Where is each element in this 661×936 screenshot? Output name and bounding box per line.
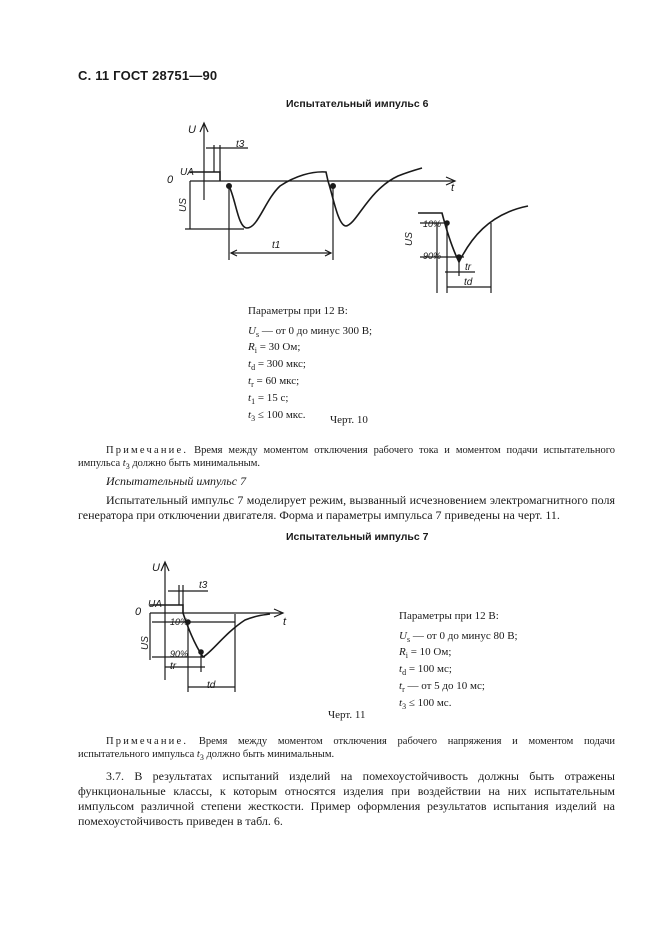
f11-param: $t_r$ — от 5 до 10 мс;: [399, 679, 485, 695]
f11-label-t3: t3: [199, 580, 208, 591]
section-paragraph: Испытательный импульс 7 моделирует режим, вызванный исчезновением электромагнитного поля генератора при отключении двигателя. Форма и параметры импульса 7 приведены на черт. 11.: [78, 493, 615, 522]
f10-label-us: US: [178, 198, 189, 212]
figure-10-caption: Черт. 10: [330, 414, 368, 426]
f10-params-title: Параметры при 12 В:: [248, 305, 348, 317]
f11-label-90pct: 90%: [170, 649, 189, 659]
f10-param: $R_i = 30$ Ом;: [248, 341, 301, 356]
f10-param: $t_3 \le 100$ мкс.: [248, 408, 306, 423]
f10-label-zero: 0: [167, 174, 174, 186]
f10-label-t1: t1: [272, 240, 281, 251]
f10-label-ua: UA: [180, 167, 194, 178]
figure-11-title: Испытательный импульс 7: [286, 531, 429, 543]
f11-param: $t_d = 100$ мс;: [399, 663, 452, 678]
f11-label-ua: UA: [148, 599, 162, 610]
f10-label-90pct: 90%: [423, 251, 442, 261]
f11-param: $U_s$ — от 0 до минус 80 В;: [399, 629, 518, 644]
clause-3-7: 3.7. В результатах испытаний изделий на помехоустойчивость должны быть отражены функциональные классы, к которым относятся изделия при воздействии на них испытательным импульсом различной степени жесткости. Пример оформления результатов испытания изделий на помехоустойчивость приведен в табл. 6.: [78, 769, 615, 828]
f11-label-td: td: [207, 680, 216, 691]
figure-10-note: Примечание. Время между моментом отключения рабочего тока и моментом подачи испытательного импульса $t_3$ должно быть минимальным.: [78, 445, 615, 472]
figure-11-parameters: [399, 610, 518, 714]
figure-10-title: Испытательный импульс 6: [286, 98, 429, 110]
f10-label-t: t: [451, 182, 455, 194]
f10-label-t3: t3: [236, 139, 245, 150]
f10-label-us-detail: US: [404, 232, 415, 246]
f11-param: $t_3 \le 100$ мс.: [399, 696, 452, 711]
f11-label-us: US: [140, 636, 151, 650]
f11-label-tr: tr: [170, 661, 177, 672]
f11-label-zero: 0: [135, 606, 142, 618]
figure-11-note: Примечание. Время между моментом отключения рабочего напряжения и моментом подачи испытательного импульса $t_3$ должно быть минимальным.: [78, 736, 615, 763]
f11-label-u: U: [152, 562, 160, 574]
f10-param: $t_1 = 15$ с;: [248, 391, 289, 406]
f10-param: $t_d = 300$ мкс;: [248, 358, 306, 373]
f10-label-10pct: 10%: [423, 219, 442, 229]
figure-11-caption: Черт. 11: [328, 709, 366, 721]
f10-label-td: td: [464, 277, 473, 288]
f10-label-tr: tr: [465, 262, 472, 273]
f11-label-t: t: [283, 616, 287, 628]
section-heading: Испытательный импульс 7: [106, 474, 247, 488]
f10-param: $t_r = 60$ мкс;: [248, 374, 300, 390]
f10-label-u: U: [188, 124, 196, 136]
page-header: С. 11 ГОСТ 28751—90: [78, 68, 218, 83]
f11-param: $R_i = 10$ Ом;: [399, 646, 452, 661]
f11-label-10pct: 10%: [170, 617, 189, 627]
f10-param: $U_s$ — от 0 до минус 300 В;: [248, 324, 373, 339]
f11-params-title: Параметры при 12 В:: [399, 610, 499, 622]
